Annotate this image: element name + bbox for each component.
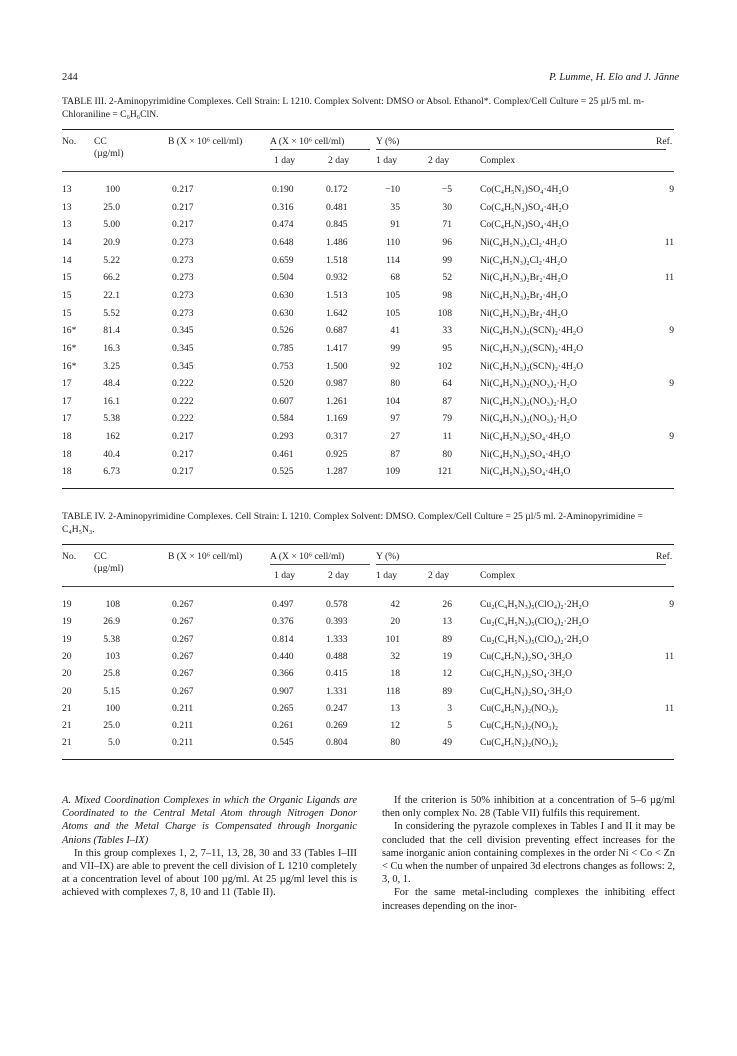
row-a-day1: 0.526 [272, 325, 294, 337]
header-subrule [376, 564, 666, 565]
table3 [62, 129, 674, 489]
header-cc-unit: (µg/ml) [94, 148, 124, 159]
row-complex: Cu₂(C₄H₅N₃)₅(ClO₄)₂·2H₂O [480, 599, 589, 610]
row-cc: 22.1 [103, 289, 120, 301]
row-no: 18 [62, 448, 72, 460]
row-cc: 103 [105, 650, 120, 662]
row-no: 21 [62, 737, 72, 749]
row-b: 0.267 [172, 668, 194, 680]
header-cc: CC [94, 136, 107, 147]
row-y-day1: 118 [385, 685, 400, 697]
row-complex: Ni(C₄H₅N₃)₂(SCN)₂·4H₂O [480, 360, 584, 372]
row-no: 15 [62, 272, 72, 284]
row-cc: 66.2 [103, 272, 120, 284]
row-a-day1: 0.545 [272, 737, 294, 749]
header-no: No. [62, 136, 77, 147]
row-no: 15 [62, 307, 72, 319]
header-ref: Ref. [656, 551, 673, 562]
row-b: 0.217 [172, 184, 194, 195]
row-complex: Cu(C₄H₅N₃)₂(NO₃)₂ [480, 702, 559, 714]
row-y-day1: 18 [390, 668, 400, 680]
row-a-day2: 0.481 [326, 201, 348, 213]
row-complex: Cu₂(C₄H₅N₃)₅(ClO₄)₂·2H₂O [480, 616, 589, 628]
row-complex: Ni(C₄H₅N₃)₂(SCN)₂·4H₂O [480, 342, 584, 354]
row-a-day2: 1.642 [326, 307, 348, 319]
row-a-day2: 0.269 [326, 720, 348, 732]
row-cc: 25.8 [103, 668, 120, 680]
row-a-day2: 0.247 [326, 702, 348, 714]
row-y-day1: 80 [390, 378, 400, 390]
row-a-day1: 0.814 [272, 633, 294, 645]
header-subrule [270, 564, 370, 565]
row-no: 16* [62, 325, 77, 337]
row-complex: Ni(C₄H₅N₃)₂Br₂·4H₂O [480, 307, 568, 319]
row-a-day1: 0.785 [272, 342, 294, 354]
row-cc: 162 [105, 431, 120, 443]
row-y-day1: 114 [385, 254, 400, 266]
row-a-day1: 0.753 [272, 360, 294, 372]
table-rule [62, 544, 674, 545]
header-ref: Ref. [656, 136, 673, 147]
row-a-day2: 1.261 [326, 395, 348, 407]
row-b: 0.211 [172, 737, 194, 749]
header-a-day2: 2 day [328, 570, 350, 581]
row-no: 19 [62, 616, 72, 628]
row-y-day2: 71 [442, 219, 452, 231]
row-a-day1: 0.648 [272, 236, 294, 248]
row-y-day2: 89 [442, 685, 452, 697]
row-a-day1: 0.440 [272, 650, 294, 662]
row-b: 0.222 [172, 413, 194, 425]
row-a-day1: 0.607 [272, 395, 294, 407]
row-a-day2: 0.687 [326, 325, 348, 337]
row-a-day2: 0.578 [326, 599, 348, 610]
row-a-day1: 0.366 [272, 668, 294, 680]
row-a-day1: 0.376 [272, 616, 294, 628]
row-complex: Ni(C₄H₅N₃)₂(NO₃)₂·H₂O [480, 378, 577, 390]
header-y-day1: 1 day [376, 570, 398, 581]
row-y-day2: 108 [437, 307, 452, 319]
row-a-day1: 0.261 [272, 720, 294, 732]
row-y-day2: 64 [442, 378, 452, 390]
row-complex: Cu(C₄H₅N₃)₂SO₄·3H₂O [480, 650, 573, 662]
row-complex: Ni(C₄H₅N₃)₂(SCN)₂·4H₂O [480, 325, 584, 337]
row-cc: 26.9 [103, 616, 120, 628]
row-y-day2: 33 [442, 325, 452, 337]
row-y-day2: 102 [437, 360, 452, 372]
row-cc: 108 [105, 599, 120, 610]
row-a-day1: 0.630 [272, 289, 294, 301]
row-b: 0.222 [172, 378, 194, 390]
header-cc-unit: (µg/ml) [94, 563, 124, 574]
row-y-day1: 41 [390, 325, 400, 337]
row-y-day2: 12 [442, 668, 452, 680]
row-cc: 25.0 [103, 201, 120, 213]
right-column [382, 794, 675, 913]
row-cc: 5.00 [103, 219, 120, 231]
row-complex: Ni(C₄H₅N₃)₂Br₂·4H₂O [480, 272, 568, 284]
row-y-day2: 80 [442, 448, 452, 460]
row-b: 0.217 [172, 431, 194, 443]
row-no: 20 [62, 685, 72, 697]
table-rule [62, 759, 674, 760]
row-cc: 20.9 [103, 236, 120, 248]
row-y-day1: 87 [390, 448, 400, 460]
row-a-day2: 0.804 [326, 737, 348, 749]
row-ref: 9 [669, 325, 674, 337]
row-y-day2: 99 [442, 254, 452, 266]
row-y-day2: 49 [442, 737, 452, 749]
row-a-day2: 0.845 [326, 219, 348, 231]
row-a-day2: 0.393 [326, 616, 348, 628]
row-a-day2: 0.488 [326, 650, 348, 662]
row-b: 0.217 [172, 448, 194, 460]
row-complex: Co(C₄H₅N₃)SO₄·4H₂O [480, 184, 569, 195]
row-a-day2: 1.513 [326, 289, 348, 301]
header-y-day1: 1 day [376, 155, 398, 166]
row-no: 17 [62, 395, 72, 407]
row-ref: 11 [664, 272, 674, 284]
row-cc: 5.38 [103, 413, 120, 425]
row-a-day1: 0.474 [272, 219, 294, 231]
row-b: 0.273 [172, 289, 194, 301]
row-a-day2: 0.172 [326, 184, 348, 195]
row-y-day1: 12 [390, 720, 400, 732]
header-y-day2: 2 day [428, 570, 450, 581]
row-y-day1: 13 [390, 702, 400, 714]
row-y-day2: 30 [442, 201, 452, 213]
row-a-day2: 0.925 [326, 448, 348, 460]
row-no: 13 [62, 184, 72, 195]
row-a-day2: 0.932 [326, 272, 348, 284]
header-a-day1: 1 day [274, 155, 296, 166]
row-a-day1: 0.293 [272, 431, 294, 443]
row-complex: Ni(C₄H₅N₃)₂SO₄·4H₂O [480, 448, 571, 460]
row-y-day2: 11 [442, 431, 452, 443]
row-cc: 25.0 [103, 720, 120, 732]
row-complex: Co(C₄H₅N₃)SO₄·4H₂O [480, 219, 569, 231]
row-a-day1: 0.520 [272, 378, 294, 390]
page-number: 244 [62, 72, 78, 83]
table-rule [62, 171, 674, 172]
table4 [62, 544, 674, 759]
row-y-day2: 3 [447, 702, 452, 714]
row-y-day2: 52 [442, 272, 452, 284]
row-complex: Cu(C₄H₅N₃)₂SO₄·3H₂O [480, 668, 573, 680]
row-a-day1: 0.316 [272, 201, 294, 213]
row-cc: 48.4 [103, 378, 120, 390]
row-a-day2: 1.333 [326, 633, 348, 645]
row-b: 0.273 [172, 254, 194, 266]
row-y-day2: 89 [442, 633, 452, 645]
row-a-day2: 1.486 [326, 236, 348, 248]
header-complex: Complex [480, 155, 516, 166]
header-a-day1: 1 day [274, 570, 296, 581]
row-ref: 11 [664, 702, 674, 714]
row-cc: 5.52 [103, 307, 120, 319]
row-ref: 9 [669, 431, 674, 443]
table4-caption: TABLE IV. 2-Aminopyrimidine Complexes. Cell Strain: L 1210. Complex Solvent: DMSO. Complex/Cell Culture = 25 µl/5 ml. 2-Aminopyrimidine = C₄H₅N₃. [62, 511, 643, 535]
row-y-day2: 79 [442, 413, 452, 425]
row-a-day2: 0.317 [326, 431, 348, 443]
row-complex: Cu(C₄H₅N₃)₂SO₄·3H₂O [480, 685, 573, 697]
row-b: 0.217 [172, 201, 194, 213]
running-head [62, 72, 679, 86]
row-y-day1: 104 [385, 395, 400, 407]
row-y-day1: 91 [390, 219, 400, 231]
row-a-day1: 0.190 [272, 184, 294, 195]
header-b: B (X × 10⁶ cell/ml) [168, 551, 243, 562]
row-no: 14 [62, 236, 72, 248]
running-authors: P. Lumme, H. Elo and J. Jänne [549, 72, 679, 83]
row-a-day1: 0.584 [272, 413, 294, 425]
row-complex: Ni(C₄H₅N₃)₂Br₂·4H₂O [480, 289, 568, 301]
row-b: 0.222 [172, 395, 194, 407]
row-a-day1: 0.461 [272, 448, 294, 460]
row-complex: Ni(C₄H₅N₃)₂Cl₂·4H₂O [480, 254, 568, 266]
row-no: 17 [62, 378, 72, 390]
row-y-day2: 5 [447, 720, 452, 732]
header-complex: Complex [480, 570, 516, 581]
row-y-day2: 13 [442, 616, 452, 628]
row-ref: 11 [664, 650, 674, 662]
row-cc: 5.22 [103, 254, 120, 266]
row-a-day1: 0.630 [272, 307, 294, 319]
row-b: 0.211 [172, 702, 194, 714]
row-y-day1: 92 [390, 360, 400, 372]
row-y-day1: 32 [390, 650, 400, 662]
row-ref: 9 [669, 184, 674, 195]
row-a-day2: 1.417 [326, 342, 348, 354]
row-b: 0.345 [172, 325, 194, 337]
row-complex: Co(C₄H₅N₃)SO₄·4H₂O [480, 201, 569, 213]
row-y-day1: 68 [390, 272, 400, 284]
table3-caption: TABLE III. 2-Aminopyrimidine Complexes. Cell Strain: L 1210. Complex Solvent: DMSO or Absol. Ethanol*. Complex/Cell Culture = 25 µl/5 ml. m-Chloraniline = C₆H₆ClN. [62, 96, 645, 120]
row-a-day1: 0.659 [272, 254, 294, 266]
row-b: 0.211 [172, 720, 194, 732]
header-a: A (X × 10⁶ cell/ml) [270, 551, 345, 562]
row-no: 13 [62, 219, 72, 231]
row-y-day2: 98 [442, 289, 452, 301]
right-paragraph-3: For the same metal-including complexes the inhibiting effect increases depending on the inor- [382, 887, 675, 912]
row-complex: Ni(C₄H₅N₃)₂Cl₂·4H₂O [480, 236, 568, 248]
row-a-day1: 0.907 [272, 685, 294, 697]
row-y-day1: 42 [390, 599, 400, 610]
row-no: 16* [62, 342, 77, 354]
row-b: 0.267 [172, 685, 194, 697]
row-a-day2: 1.169 [326, 413, 348, 425]
row-cc: 5.15 [103, 685, 120, 697]
row-no: 21 [62, 702, 72, 714]
row-cc: 5.38 [103, 633, 120, 645]
row-b: 0.267 [172, 633, 194, 645]
row-a-day2: 1.500 [326, 360, 348, 372]
row-ref: 11 [664, 236, 674, 248]
row-cc: 81.4 [103, 325, 120, 337]
row-no: 15 [62, 289, 72, 301]
table-rule [62, 488, 674, 489]
row-cc: 100 [105, 702, 120, 714]
row-a-day2: 1.518 [326, 254, 348, 266]
row-b: 0.267 [172, 616, 194, 628]
row-b: 0.267 [172, 599, 194, 610]
row-no: 16* [62, 360, 77, 372]
row-y-day2: 87 [442, 395, 452, 407]
header-cc: CC [94, 551, 107, 562]
row-y-day2: 26 [442, 599, 452, 610]
right-paragraph-2: In considering the pyrazole complexes in Tables I and II it may be concluded that the cell division preventing effect increases for the same inorganic anion containing complexes in the order Ni < Co < Zn < Cu when the number of unpaired 3d electrons changes as follows: 2, 3, 0, 1. [382, 821, 675, 886]
row-cc: 100 [105, 184, 120, 195]
row-y-day1: 101 [385, 633, 400, 645]
row-no: 18 [62, 431, 72, 443]
row-complex: Ni(C₄H₅N₃)₂SO₄·4H₂O [480, 466, 571, 478]
header-no: No. [62, 551, 77, 562]
header-y: Y (%) [376, 136, 400, 147]
row-y-day1: 109 [385, 466, 400, 478]
header-a: A (X × 10⁶ cell/ml) [270, 136, 345, 147]
header-y: Y (%) [376, 551, 400, 562]
row-y-day2: 96 [442, 236, 452, 248]
header-b: B (X × 10⁶ cell/ml) [168, 136, 243, 147]
row-complex: Cu(C₄H₅N₃)₂(NO₃)₂ [480, 720, 559, 732]
row-no: 19 [62, 633, 72, 645]
row-a-day1: 0.265 [272, 702, 294, 714]
row-cc: 5.0 [108, 737, 120, 749]
table-rule [62, 586, 674, 587]
row-b: 0.273 [172, 307, 194, 319]
row-cc: 3.25 [103, 360, 120, 372]
row-a-day2: 1.287 [326, 466, 348, 478]
row-no: 18 [62, 466, 72, 478]
row-no: 19 [62, 599, 72, 610]
row-cc: 40.4 [103, 448, 120, 460]
row-a-day1: 0.504 [272, 272, 294, 284]
row-cc: 16.1 [103, 395, 120, 407]
right-paragraph-1: If the criterion is 50% inhibition at a concentration of 5–6 µg/ml then only complex No. 28 (Table VII) fulfils this requirement. [382, 795, 675, 820]
row-b: 0.273 [172, 272, 194, 284]
row-y-day1: 105 [385, 307, 400, 319]
row-a-day1: 0.497 [272, 599, 294, 610]
row-no: 14 [62, 254, 72, 266]
row-complex: Ni(C₄H₅N₃)₂(NO₃)₂·H₂O [480, 395, 577, 407]
left-column [62, 794, 357, 900]
row-no: 20 [62, 668, 72, 680]
row-complex: Ni(C₄H₅N₃)₂SO₄·4H₂O [480, 431, 571, 443]
row-y-day2: −5 [441, 184, 452, 195]
row-no: 20 [62, 650, 72, 662]
row-y-day2: 95 [442, 342, 452, 354]
row-ref: 9 [669, 378, 674, 390]
row-y-day1: 80 [390, 737, 400, 749]
row-b: 0.345 [172, 360, 194, 372]
row-no: 21 [62, 720, 72, 732]
table-rule [62, 129, 674, 130]
row-no: 13 [62, 201, 72, 213]
row-y-day1: 20 [390, 616, 400, 628]
section-heading: A. Mixed Coordination Complexes in which the Organic Ligands are Coordinated to the Central Metal Atom through Nitrogen Donor Atoms and the Metal Charge is Compensated through Inorganic Anions (Tables I–IX) [62, 795, 357, 846]
row-y-day2: 19 [442, 650, 452, 662]
row-b: 0.217 [172, 219, 194, 231]
header-a-day2: 2 day [328, 155, 350, 166]
row-a-day2: 1.331 [326, 685, 348, 697]
header-subrule [376, 149, 666, 150]
row-b: 0.345 [172, 342, 194, 354]
row-y-day1: 99 [390, 342, 400, 354]
row-y-day1: 35 [390, 201, 400, 213]
header-subrule [270, 149, 370, 150]
row-complex: Cu₂(C₄H₅N₃)₅(ClO₄)₂·2H₂O [480, 633, 589, 645]
row-cc: 6.73 [103, 466, 120, 478]
left-paragraph: In this group complexes 1, 2, 7–11, 13, 28, 30 and 33 (Tables I–III and VII–IX) are able to prevent the cell division of L 1210 completely at a concentration level of about 100 µg/ml. At 25 µg/ml level this is achieved with complexes 7, 8, 10 and 11 (Table II). [62, 847, 357, 899]
row-a-day2: 0.415 [326, 668, 348, 680]
row-y-day1: 27 [390, 431, 400, 443]
row-y-day1: −10 [384, 184, 400, 195]
row-complex: Cu(C₄H₅N₃)₂(NO₃)₂ [480, 737, 559, 749]
row-a-day1: 0.525 [272, 466, 294, 478]
row-cc: 16.3 [103, 342, 120, 354]
row-b: 0.267 [172, 650, 194, 662]
row-a-day2: 0.987 [326, 378, 348, 390]
row-no: 17 [62, 413, 72, 425]
row-b: 0.273 [172, 236, 194, 248]
row-y-day1: 105 [385, 289, 400, 301]
row-y-day1: 97 [390, 413, 400, 425]
header-y-day2: 2 day [428, 155, 450, 166]
row-y-day2: 121 [437, 466, 452, 478]
row-complex: Ni(C₄H₅N₃)₂(NO₃)₂·H₂O [480, 413, 577, 425]
row-b: 0.217 [172, 466, 194, 478]
row-y-day1: 110 [385, 236, 400, 248]
row-ref: 9 [669, 599, 674, 610]
